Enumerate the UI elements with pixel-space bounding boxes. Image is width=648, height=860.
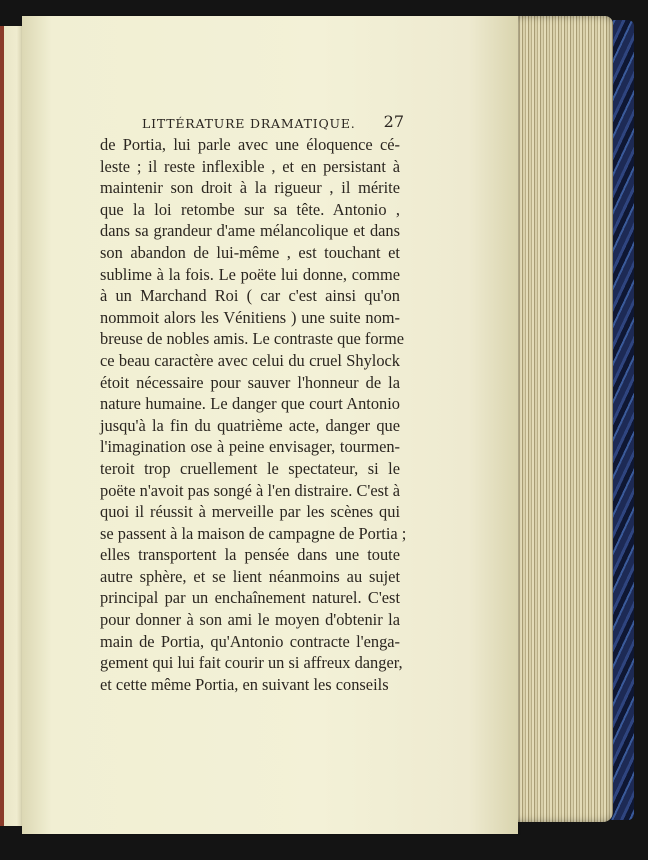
facing-page-edge bbox=[0, 26, 4, 826]
text-line: à un Marchand Roi ( car c'est ainsi qu'on bbox=[100, 286, 400, 306]
text-line: sublime à la fois. Le poëte lui donne, comme bbox=[100, 264, 400, 284]
running-title: LITTÉRATURE DRAMATIQUE. bbox=[142, 116, 356, 131]
page-edges bbox=[505, 16, 613, 822]
text-line: et cette même Portia, en suivant les conseils bbox=[100, 674, 389, 694]
text-line: que la loi retombe sur sa tête. Antonio , bbox=[100, 199, 400, 219]
text-line: se passent à la maison de campagne de Portia ; bbox=[100, 523, 407, 543]
text-line: nature humaine. Le danger que court Antonio bbox=[100, 394, 400, 414]
body-text bbox=[100, 134, 407, 695]
text-line: nommoit alors les Vénitiens ) une suite nom- bbox=[100, 307, 400, 327]
text-line: dans sa grandeur d'ame mélancolique et dans bbox=[100, 221, 400, 241]
page-header bbox=[142, 112, 404, 134]
text-line: leste ; il reste inflexible , et en persistant à bbox=[100, 156, 400, 176]
text-line: quoi il réussit à merveille par les scènes qui bbox=[100, 502, 400, 522]
text-line: jusqu'à la fin du quatrième acte, danger que bbox=[100, 415, 400, 435]
text-line: étoit nécessaire pour sauver l'honneur de la bbox=[100, 372, 400, 392]
text-line: gement qui lui fait courir un si affreux danger, bbox=[100, 653, 403, 673]
text-line: main de Portia, qu'Antonio contracte l'enga- bbox=[100, 631, 400, 651]
text-line: principal par un enchaînement naturel. C'est bbox=[100, 588, 400, 608]
text-line: breuse de nobles amis. Le contraste que forme bbox=[100, 329, 405, 349]
text-line: teroit trop cruellement le spectateur, si le bbox=[100, 458, 400, 478]
text-line: poëte n'avoit pas songé à l'en distraire. C'est à bbox=[100, 480, 400, 500]
text-line: pour donner à son ami le moyen d'obtenir la bbox=[100, 610, 400, 630]
text-line: ce beau caractère avec celui du cruel Shylock bbox=[100, 350, 400, 370]
text-line: son abandon de lui-même , est touchant et bbox=[100, 242, 400, 262]
text-line: de Portia, lui parle avec une éloquence cé- bbox=[100, 135, 400, 154]
text-line: maintenir son droit à la rigueur , il mérite bbox=[100, 178, 400, 198]
text-line: elles transportent la pensée dans une toute bbox=[100, 545, 400, 565]
page-number: 27 bbox=[383, 112, 404, 131]
text-line: autre sphère, et se lient néanmoins au sujet bbox=[100, 566, 400, 586]
text-line: l'imagination ose à peine envisager, tourmen- bbox=[100, 437, 400, 457]
